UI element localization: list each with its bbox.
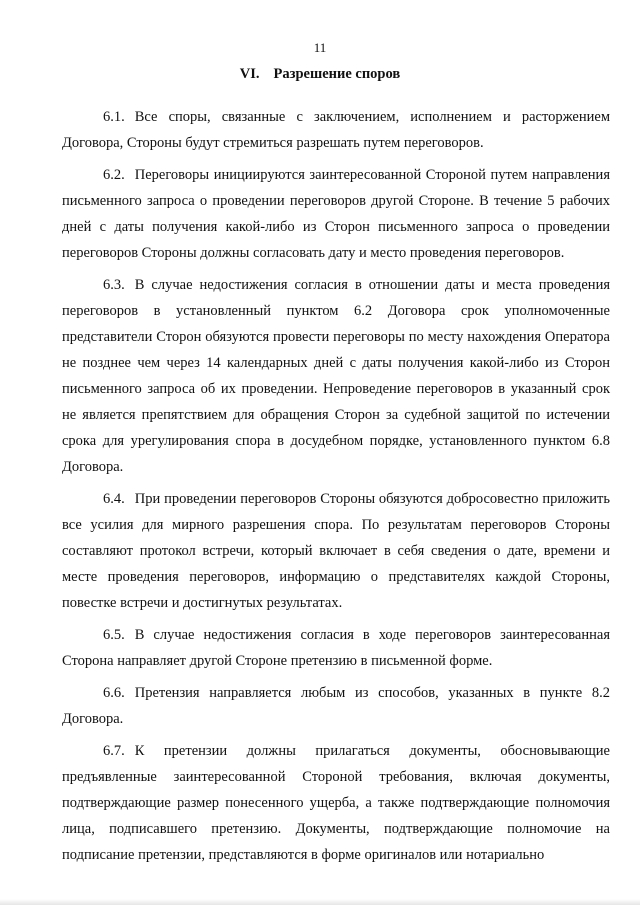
page-bottom-edge <box>0 899 640 905</box>
paragraph-text: К претензии должны прилагаться документы, обосновывающие предъявленные заинтересованной Стороной требования, включая документы, подтверждающие размер понесенного ущерба, а также подтверждающие полномочия лица, подписавшего претензию. Документы, подтверждающие полномочие на подписание претензии, представляются в форме оригиналов или нотариально <box>62 743 610 863</box>
paragraph-text: При проведении переговоров Стороны обязуются добросовестно приложить все усилия для мирного разрешения спора. По результатам переговоров Стороны составляют протокол встречи, который включает в себя сведения о дате, времени и месте проведения переговоров, информацию о представителях каждой Стороны, повестке встречи и достигнутых результатах. <box>62 491 610 611</box>
paragraph-6-3 <box>62 272 610 480</box>
paragraph-number: 6.7. <box>103 743 125 759</box>
paragraph-6-4 <box>62 486 610 616</box>
section-title: Разрешение споров <box>273 66 401 82</box>
paragraph-6-5 <box>62 622 610 674</box>
section-heading <box>0 66 640 83</box>
paragraph-6-1 <box>62 104 610 156</box>
paragraph-text: Переговоры инициируются заинтересованной Стороной путем направления письменного запроса о проведении переговоров другой Стороне. В течение 5 рабочих дней с даты получения какой-либо из Сторон письменного запроса о проведении переговоров Стороны должны согласовать дату и место проведения переговоров. <box>62 167 610 261</box>
section-numeral: VI. <box>239 66 260 82</box>
paragraph-6-6 <box>62 680 610 732</box>
section-body <box>62 104 610 874</box>
paragraph-text: В случае недостижения согласия в отношении даты и места проведения переговоров в установленный пунктом 6.2 Договора срок уполномоченные представители Сторон обязуются провести переговоры по месту нахождения Оператора не позднее чем через 14 календарных дней с даты получения какой-либо из Сторон письменного запроса об их проведении. Непроведение переговоров в указанный срок не является препятствием для обращения Сторон за судебной защитой по истечении срока для урегулирования спора в досудебном порядке, установленного пунктом 6.8 Договора. <box>62 277 610 475</box>
paragraph-number: 6.2. <box>103 167 125 183</box>
paragraph-6-7 <box>62 738 610 868</box>
paragraph-text: Все споры, связанные с заключением, исполнением и расторжением Договора, Стороны будут стремиться разрешать путем переговоров. <box>62 109 610 151</box>
paragraph-number: 6.5. <box>103 627 125 643</box>
paragraph-6-2 <box>62 162 610 266</box>
paragraph-number: 6.6. <box>103 685 125 701</box>
page-number: 11 <box>313 40 327 55</box>
paragraph-text: В случае недостижения согласия в ходе переговоров заинтересованная Сторона направляет другой Стороне претензию в письменной форме. <box>62 627 610 669</box>
paragraph-number: 6.3. <box>103 277 125 293</box>
paragraph-number: 6.1. <box>103 109 125 125</box>
paragraph-text: Претензия направляется любым из способов, указанных в пункте 8.2 Договора. <box>62 685 610 727</box>
paragraph-number: 6.4. <box>103 491 125 507</box>
